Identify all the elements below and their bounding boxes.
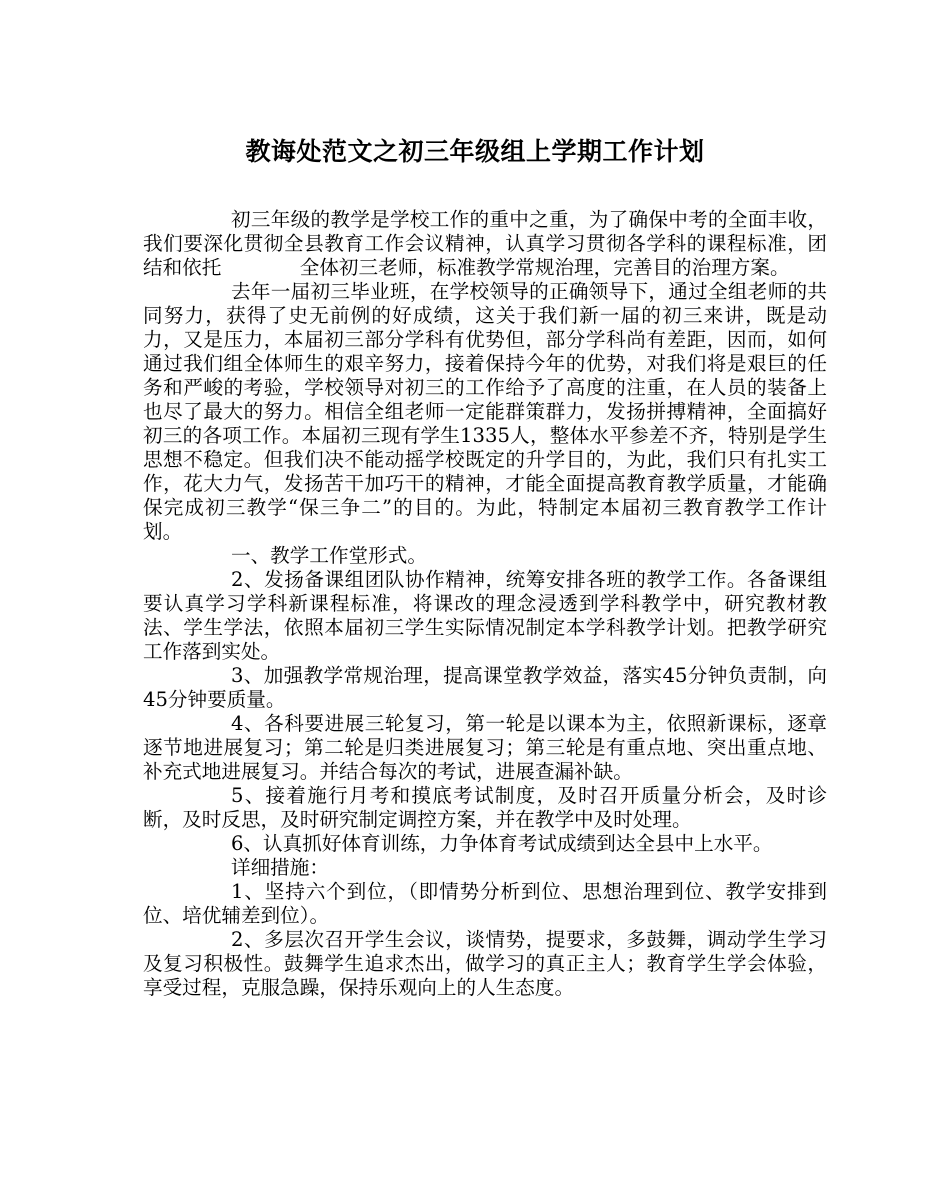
document-body: [143, 208, 827, 1000]
list-item-5: 5、接着施行月考和摸底考试制度，及时召开质量分析会，及时诊断，及时反思，及时研究制定调控方案，并在教学中及时处理。: [143, 784, 827, 831]
paragraph-background: 去年一届初三毕业班，在学校领导的正确领导下，通过全组老师的共同努力，获得了史无前例的好成绩，这关于我们新一届的初三来讲，既是动力，又是压力，本届初三部分学科有优势但，部分学科尚有差距，因而，如何通过我们组全体师生的艰辛努力，接着保持今年的优势，对我们将是艰巨的任务和严峻的考验，学校领导对初三的工作给予了高度的注重，在人员的装备上也尽了最大的努力。相信全组老师一定能群策群力，发扬拼搏精神，全面搞好初三的各项工作。本届初三现有学生1335人，整体水平参差不齐，特别是学生思想不稳定。但我们决不能动摇学校既定的升学目的，为此，我们只有扎实工作，花大力气，发扬苦干加巧干的精神，才能全面提高教育教学质量，才能确保完成初三教学“保三争二”的目的。为此，特制定本届初三教育教学工作计划。: [143, 280, 827, 543]
measure-item-2: 2、多层次召开学生会议，谈情势，提要求，多鼓舞，调动学生学习及复习积极性。鼓舞学生追求杰出，做学习的真正主人；教育学生学会体验，享受过程，克服急躁，保持乐观向上的人生态度。: [143, 928, 827, 999]
measure-item-1: 1、坚持六个到位，（即情势分析到位、思想治理到位、教学安排到位、培优辅差到位）。: [143, 880, 827, 927]
list-item-3: 3、加强教学常规治理，提高课堂教学效益，落实45分钟负责制，向45分钟要质量。: [143, 664, 827, 711]
section-heading-teaching: 一、教学工作堂形式。: [231, 544, 427, 567]
list-item-2: 2、发扬备课组团队协作精神，统筹安排各班的教学工作。各备课组要认真学习学科新课程标准，将课改的理念浸透到学科教学中，研究教材教法、学生学法，依照本届初三学生实际情况制定本学科教学计划。把教学研究工作落到实处。: [143, 568, 827, 663]
section-heading-measures: 详细措施：: [231, 856, 329, 879]
document-title: 教诲处范文之初三年级组上学期工作计划: [245, 137, 705, 166]
paragraph-intro: 初三年级的教学是学校工作的重中之重，为了确保中考的全面丰收，我们要深化贯彻全县教育工作会议精神，认真学习贯彻各学科的课程标准，团结和依托 全体初三老师，标准教学常规治理，完善目的治理方案。: [143, 208, 827, 279]
list-item-4: 4、各科要进展三轮复习，第一轮是以课本为主，依照新课标，逐章逐节地进展复习；第二轮是归类进展复习；第三轮是有重点地、突出重点地、补充式地进展复习。并结合每次的考试，进展查漏补缺。: [143, 712, 827, 783]
list-item-6: 6、认真抓好体育训练，力争体育考试成绩到达全县中上水平。: [231, 832, 773, 855]
